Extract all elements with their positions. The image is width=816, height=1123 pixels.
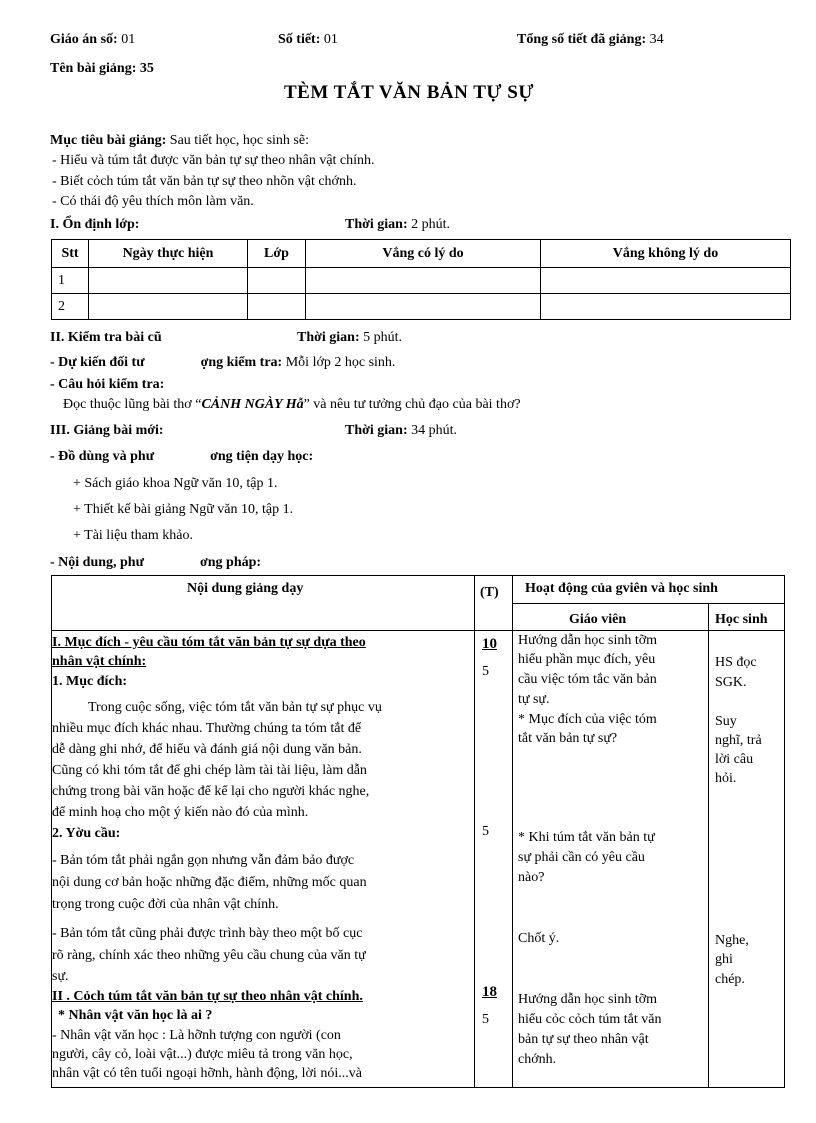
content-text: sự.: [52, 969, 69, 984]
col-time-header: (T): [480, 585, 499, 600]
lesson-plan-table: [51, 575, 785, 1088]
content-heading-1b: nhân vật chính:: [52, 654, 147, 669]
check-question: Đọc thuộc lũng bài thơ “CẢNH NGÀY Hẫ” và nêu tư tưởng chủ đạo của bài thơ?: [63, 397, 521, 412]
table-cell[interactable]: [541, 268, 791, 294]
table-cell[interactable]: [89, 268, 248, 294]
content-text: để minh hoạ cho một ý kiến nào đó của mình.: [52, 805, 309, 820]
student-text: SGK.: [715, 675, 747, 690]
section-3-time: Thời gian: 34 phút.: [345, 423, 457, 438]
tools-heading: - Đồ dùng và phư ơng tiện dạy học:: [50, 449, 314, 464]
content-text: người, cây cỏ, loài vật...) được miêu tả trong văn học,: [52, 1047, 353, 1062]
teacher-text: hiểu cỏc cỏch túm tắt văn: [518, 1012, 662, 1027]
teacher-text: nào?: [518, 870, 545, 885]
total-periods: Tổng số tiết đã giảng: 34: [517, 32, 664, 47]
teacher-text: tắt văn bản tự sự?: [518, 731, 618, 746]
objective-item: - Biết cỏch túm tắt văn bản tự sự theo nhõn vật chớnh.: [52, 174, 357, 189]
time-value: 5: [482, 664, 489, 679]
table-cell[interactable]: [306, 268, 541, 294]
table-row: [52, 268, 791, 294]
content-heading-2: II . Cỏch túm tắt văn bản tự sự theo nhân vật chính.: [52, 989, 363, 1004]
header-absent-unexcused: Vắng không lý do: [541, 240, 791, 268]
table-cell[interactable]: [89, 294, 248, 320]
teacher-text: sự phải cần có yêu cầu: [518, 850, 645, 865]
header-date: Ngày thực hiện: [89, 240, 248, 268]
content-text: - Bản tóm tắt phải ngắn gọn nhưng vẫn đảm bảo được: [52, 853, 355, 868]
check-question-label: - Câu hỏi kiểm tra:: [50, 377, 165, 392]
section-1-heading: I. Ổn định lớp:: [50, 217, 140, 232]
period-number: Số tiết: 01: [278, 32, 338, 47]
section-2-heading: II. Kiểm tra bài cũ: [50, 330, 162, 345]
table-cell[interactable]: [248, 268, 306, 294]
time-value: 18: [482, 984, 497, 1000]
objective-item: - Có thái độ yêu thích môn làm văn.: [52, 194, 254, 209]
student-text: ghi: [715, 952, 733, 967]
content-text: Cũng có khi tóm tắt để ghi chép làm tài tài liệu, làm dẫn: [52, 763, 367, 778]
student-text: Nghe,: [715, 933, 749, 948]
teacher-text: hiểu phần mục đích, yêu: [518, 652, 656, 667]
content-text: Trong cuộc sống, việc tóm tắt văn bản tự sự phục vụ: [88, 700, 382, 715]
section-2-time: Thời gian: 5 phút.: [297, 330, 402, 345]
content-text: dễ dàng ghi nhớ, để hiểu và đánh giá nội dung văn bản.: [52, 742, 362, 757]
teacher-text: chớnh.: [518, 1052, 557, 1067]
student-text: nghĩ, trả: [715, 733, 762, 748]
content-text: - Bản tóm tắt cũng phải được trình bày theo một bố cục: [52, 926, 363, 941]
teacher-text: Hướng dẫn học sinh tỡm: [518, 633, 658, 648]
attendance-table: [51, 239, 791, 320]
content-sub-1: 1. Mục đích:: [52, 674, 128, 689]
objective-item: - Hiểu và túm tắt được văn bản tự sự theo nhân vật chính.: [52, 153, 375, 168]
col-activity-header: Hoạt động của gviên và học sinh: [525, 581, 718, 596]
tool-item: + Thiết kế bài giảng Ngữ văn 10, tập 1.: [73, 502, 294, 517]
header-stt: Stt: [52, 240, 89, 268]
teacher-text: tự sự.: [518, 692, 550, 707]
table-cell[interactable]: [541, 294, 791, 320]
table-row: [52, 294, 791, 320]
time-value: 5: [482, 824, 489, 839]
content-sub-3: * Nhân vật văn học là ai ?: [58, 1008, 213, 1023]
header-class: Lớp: [248, 240, 306, 268]
student-text: chép.: [715, 972, 745, 987]
teacher-text: bản tự sự theo nhân vật: [518, 1032, 649, 1047]
content-text: nhân vật có tên tuổi ngoại hỡnh, hành động, lời nói...và: [52, 1066, 362, 1081]
content-text: nội dung cơ bản hoặc những đặc điểm, những mốc quan: [52, 875, 367, 890]
teacher-text: Chốt ý.: [518, 931, 560, 946]
teacher-text: cầu việc tóm tắc văn bản: [518, 672, 657, 687]
time-value: 10: [482, 636, 497, 652]
teacher-text: Hướng dẫn học sinh tỡm: [518, 992, 658, 1007]
col-student-header: Học sinh: [715, 612, 768, 627]
objectives-heading: Mục tiêu bài giảng: Sau tiết học, học sinh sẽ:: [50, 133, 309, 148]
tool-item: + Tài liệu tham khảo.: [73, 528, 193, 543]
page-title: TÈM TẮT VĂN BẢN TỰ SỰ: [284, 82, 534, 103]
student-text: lời câu: [715, 752, 754, 767]
poem-title: CẢNH NGÀY Hẫ: [201, 397, 304, 412]
content-text: rõ ràng, chính xác theo những yêu cầu chung của văn tự: [52, 948, 366, 963]
teacher-text: * Mục đích của việc tóm: [518, 712, 657, 727]
table-cell[interactable]: [306, 294, 541, 320]
content-sub-2: 2. Yờu cầu:: [52, 826, 121, 841]
student-text: hỏi.: [715, 771, 737, 786]
content-heading-1: I. Mục đích - yêu cầu tóm tắt văn bản tự sự dựa theo: [52, 635, 366, 650]
lesson-number: Giáo án số: 01: [50, 32, 136, 47]
attendance-header-row: [52, 240, 791, 268]
section-1-time: Thời gian: 2 phút.: [345, 217, 450, 232]
teacher-text: * Khi túm tắt văn bản tự: [518, 830, 655, 845]
check-subject: - Dự kiến đối tư ợng kiểm tra: Mỗi lớp 2 học sinh.: [50, 355, 396, 370]
row-number: 1: [52, 268, 89, 294]
content-text: chứng trong bài văn hoặc để kể lại cho người khác nghe,: [52, 784, 370, 799]
content-text: trọng trong cuộc đời của nhân vật chính.: [52, 897, 279, 912]
student-text: HS đọc: [715, 655, 757, 670]
student-text: Suy: [715, 714, 737, 729]
row-number: 2: [52, 294, 89, 320]
header-absent-excused: Vắng có lý do: [306, 240, 541, 268]
content-text: nhiều mục đích khác nhau. Thường chúng ta tóm tắt để: [52, 721, 362, 736]
col-teacher-header: Giáo viên: [569, 612, 627, 627]
content-text: - Nhân vật văn học : Là hỡnh tượng con người (con: [52, 1028, 341, 1043]
content-method-heading: - Nội dung, phư ơng pháp:: [50, 555, 262, 570]
lesson-name: Tên bài giảng: 35: [50, 61, 154, 76]
time-value: 5: [482, 1012, 489, 1027]
tool-item: + Sách giáo khoa Ngữ văn 10, tập 1.: [73, 476, 278, 491]
section-3-heading: III. Giảng bài mới:: [50, 423, 164, 438]
col-content-header: Nội dung giảng dạy: [187, 581, 304, 596]
table-cell[interactable]: [248, 294, 306, 320]
